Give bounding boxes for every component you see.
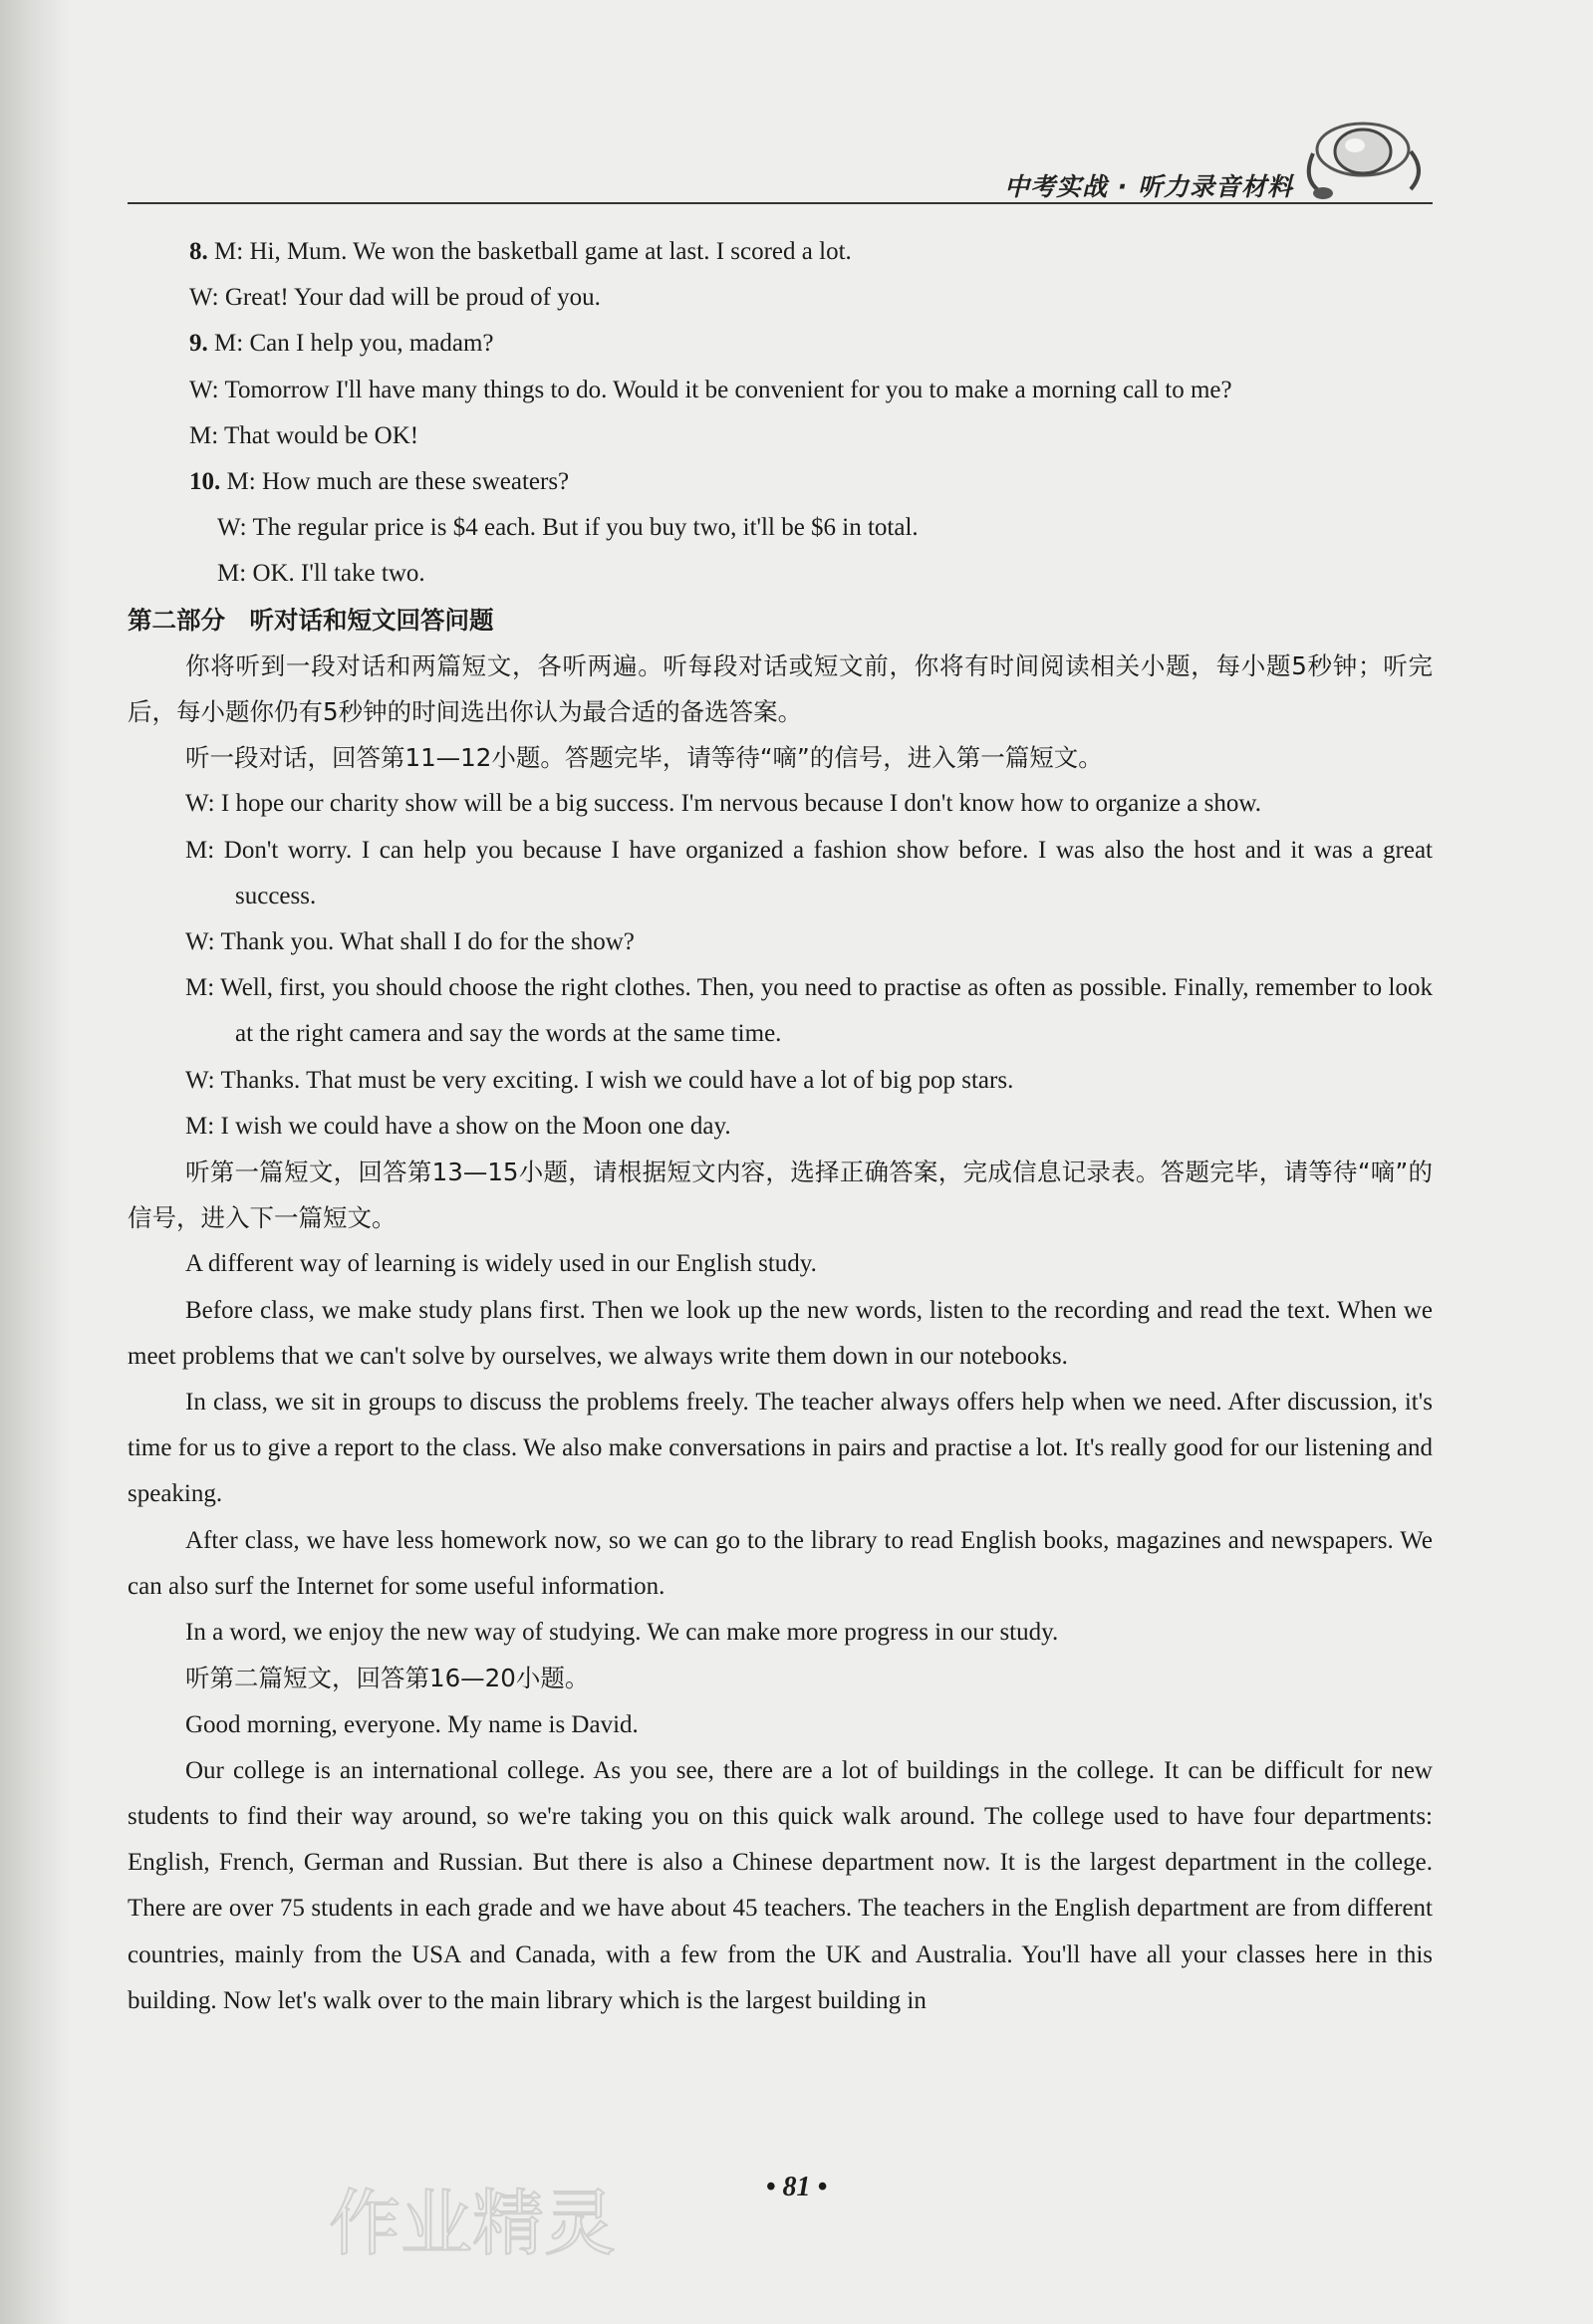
line-text: I hope our charity show will be a big success. I'm nervous because I don't know how to organize a show.	[220, 790, 1262, 818]
headphones-icon	[1293, 112, 1433, 203]
line-text: Well, first, you should choose the right clothes. Then, you need to practise as often as possible. Finally, remember to look at the right camera and say the words at the same time.	[220, 974, 1433, 1048]
dialogue-line	[128, 459, 1433, 505]
speaker: M:	[214, 238, 244, 265]
speaker: W:	[217, 514, 247, 542]
speaker: M:	[214, 330, 244, 358]
dialogue-line	[128, 919, 1433, 965]
question-number: 10.	[189, 468, 221, 496]
header-divider	[128, 202, 1433, 204]
line-text: That would be OK!	[224, 421, 419, 449]
header-title: 中考实战 · 听力录音材料	[1004, 172, 1293, 201]
dialogue-line	[128, 1104, 1433, 1150]
dialogue-line	[128, 413, 1433, 459]
page-header	[128, 112, 1433, 203]
speaker: M:	[189, 421, 219, 449]
question-number: 9.	[189, 330, 208, 358]
line-text: Tomorrow I'll have many things to do. Would it be convenient for you to make a morning call to me?	[224, 376, 1232, 403]
line-text: Don't worry. I can help you because I have organized a fashion show before. I was also the host and it was a great success.	[223, 836, 1433, 909]
line-text: I wish we could have a show on the Moon one day.	[220, 1112, 731, 1140]
passage2-paragraph: Good morning, everyone. My name is David.	[185, 1710, 639, 1738]
dialogue-line	[128, 1058, 1433, 1104]
speaker: M:	[185, 1112, 215, 1140]
dialogue-line	[128, 781, 1433, 827]
dialogue-intro: 听一段对话，回答第11—12小题。答题完毕，请等待“嘀”的信号，进入第一篇短文。	[185, 743, 1103, 773]
page-content	[128, 229, 1433, 2024]
line-text: How much are these sweaters?	[261, 468, 570, 496]
passage1-paragraph: After class, we have less homework now, so we can go to the library to read English books, magazines and newspapers. We can also surf the Internet for some useful information.	[128, 1526, 1433, 1600]
line-text: Can I help you, madam?	[249, 330, 494, 358]
line-text: Great! Your dad will be proud of you.	[224, 284, 601, 312]
passage2-intro: 听第二篇短文，回答第16—20小题。	[185, 1664, 590, 1693]
dialogue-line	[128, 551, 1433, 597]
line-text: OK. I'll take two.	[252, 560, 425, 588]
line-text: The regular price is $4 each. But if you buy two, it'll be $6 in total.	[252, 514, 919, 542]
speaker: W:	[185, 790, 215, 818]
dialogue-line	[128, 965, 1433, 1057]
speaker: W:	[189, 376, 219, 403]
question-number: 8.	[189, 238, 208, 265]
speaker: W:	[189, 284, 219, 312]
dialogue-line	[128, 229, 1433, 275]
dialogue-line	[128, 505, 1433, 551]
passage1-intro: 听第一篇短文，回答第13—15小题，请根据短文内容，选择正确答案，完成信息记录表。答题完毕，请等待“嘀”的信号，进入下一篇短文。	[128, 1158, 1433, 1233]
instructions: 你将听到一段对话和两篇短文，各听两遍。听每段对话或短文前，你将有时间阅读相关小题，每小题5秒钟；听完后，每小题你仍有5秒钟的时间选出你认为最合适的备选答案。	[128, 650, 1433, 727]
speaker: M:	[217, 560, 247, 588]
page-number: • 81 •	[765, 2172, 828, 2202]
line-text: Thank you. What shall I do for the show?	[220, 928, 635, 956]
speaker: M:	[226, 468, 256, 496]
passage1-paragraph: In a word, we enjoy the new way of studying. We can make more progress in our study.	[185, 1619, 1059, 1647]
speaker: W:	[185, 928, 215, 956]
line-text: Thanks. That must be very exciting. I wish we could have a lot of big pop stars.	[220, 1066, 1014, 1094]
watermark-text: 作业精灵	[329, 2182, 617, 2265]
dialogue-line	[128, 321, 1433, 367]
passage1-paragraph: Before class, we make study plans first. Then we look up the new words, listen to the recording and read the text. When we meet problems that we can't solve by ourselves, we always write them down in our notebooks.	[128, 1296, 1433, 1370]
section-heading: 第二部分 听对话和短文回答问题	[128, 605, 494, 635]
passage1-paragraph: In class, we sit in groups to discuss the problems freely. The teacher always offers help when we need. After discussion, it's time for us to give a report to the class. We also make conversations in pairs and practise a lot. It's really good for our listening and speaking.	[128, 1389, 1433, 1508]
passage1-paragraph: A different way of learning is widely used in our English study.	[185, 1250, 817, 1278]
speaker: W:	[185, 1066, 215, 1094]
dialogue-line	[128, 275, 1433, 321]
book-spine-shadow	[0, 0, 70, 2324]
dialogue-line	[128, 368, 1433, 413]
passage2-paragraph: Our college is an international college. As you see, there are a lot of buildings in the college. It can be difficult for new students to find their way around, so we're taking you on this quick walk around. The college used to have four departments: English, French, German and Russian. But there is also a Chinese department now. It is the largest department in the college. There are over 75 students in each grade and we have about 45 teachers. The teachers in the English department are from different countries, mainly from the USA and Canada, with a few from the UK and Australia. You'll have all your classes here in this building. Now let's walk over to the main library which is the largest building in	[128, 1756, 1433, 2014]
line-text: Hi, Mum. We won the basketball game at last. I scored a lot.	[249, 238, 852, 265]
dialogue-line	[128, 828, 1433, 919]
speaker: M:	[185, 974, 215, 1002]
speaker: M:	[185, 836, 215, 864]
